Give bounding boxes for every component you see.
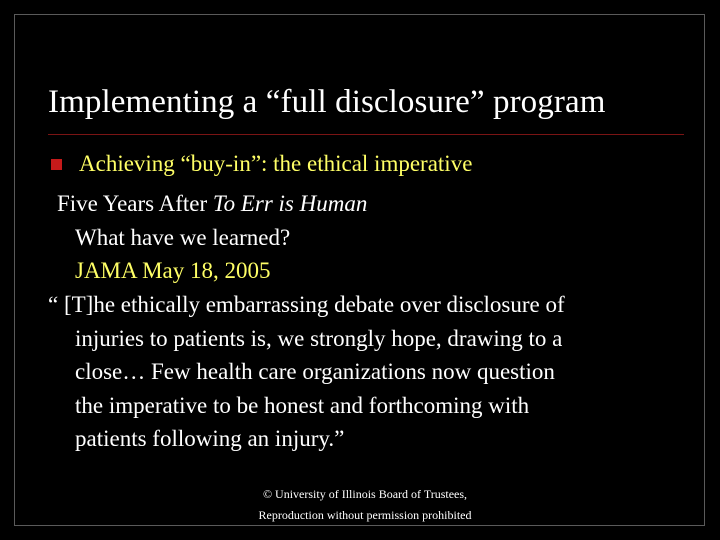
quote-line: the imperative to be honest and forthcoming with [75,393,530,418]
article-subtitle: What have we learned? [75,225,291,250]
quote-line: close… Few health care organizations now question [75,359,555,384]
reproduction-notice: Reproduction without permission prohibited [258,508,472,522]
book-title: To Err is Human [212,191,368,216]
title-divider [48,134,684,135]
article-title-line [57,190,367,218]
quote-line: patients following an injury.” [75,426,345,451]
quote-line: “ [T]he ethically embarrassing debate over disclosure of [48,292,565,317]
bullet-square-icon [51,159,62,170]
copyright-footer: © University of Illinois Board of Trustees, [262,487,468,501]
citation-line: JAMA May 18, 2005 [75,258,271,283]
quote-line: injuries to patients is, we strongly hope, drawing to a [75,326,563,351]
article-title-prefix: Five Years After [57,191,213,216]
bullet-heading: Achieving “buy-in”: the ethical imperative [79,151,473,176]
slide-title: Implementing a “full disclosure” program [48,84,606,120]
